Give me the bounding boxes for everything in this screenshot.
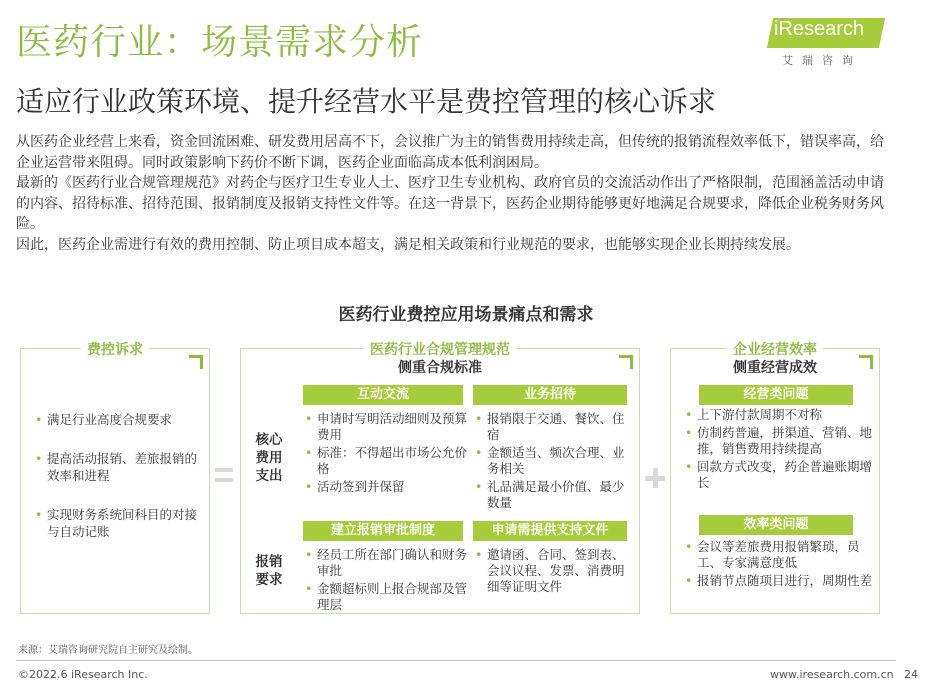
list-item: • 邀请函、合同、签到表、会议议程、发票、消费明细等证明文件 bbox=[471, 547, 627, 595]
list-item: • 报销节点随项目进行，周期性差 bbox=[681, 573, 875, 589]
intro-paragraph: 最新的《医药行业合规管理规范》对药企与医疗卫生专业人士、医疗卫生专业机构、政府官员的交流活动作出了严格限制，范围涵盖活动申请的内容、招待标准、招待范围、报销制度及报销支持性文件等。在这一背景下，医药企业期待能够更好地满足合规要求，降低企业税务财务风险。 bbox=[16, 175, 884, 233]
list-item: • 会议等差旅费用报销繁琐，员工、专家满意度低 bbox=[681, 539, 875, 571]
cost-demand-title: 费控诉求 bbox=[81, 339, 149, 359]
list-item: • 上下游付款周期不对称 bbox=[681, 407, 875, 423]
intro-paragraph: 从医药企业经营上来看，资金回流困难、研发费用居高不下，会议推广为主的销售费用持续走高，但传统的报销流程效率低下，错误率高，给企业运营带来阻碍。同时政策影响下药价不断下调，医药企业面临高成本低利润困局。 bbox=[16, 134, 884, 171]
operation-list bbox=[681, 407, 875, 493]
list-item: • 标准：不得超出市场公允价格 bbox=[301, 445, 467, 477]
core-expense-label: 核心费用支出 bbox=[255, 432, 283, 484]
docs-list bbox=[471, 547, 627, 597]
intro-text bbox=[16, 132, 896, 256]
equals-icon bbox=[215, 468, 233, 486]
compliance-panel bbox=[240, 342, 640, 614]
list-item: • 报销限于交通、餐饮、住宿 bbox=[471, 411, 627, 443]
list-item: • 礼品满足最小价值、最少数量 bbox=[471, 479, 627, 511]
compliance-subtitle: 侧重合规标准 bbox=[398, 360, 482, 376]
list-item: • 申请时写明活动细则及预算费用 bbox=[301, 411, 467, 443]
efficiency-subtitle: 侧重经营成效 bbox=[733, 360, 817, 376]
list-item: • 提高活动报销、差旅报销的效率和进程 bbox=[31, 450, 209, 484]
source-note: 来源：艾瑞咨询研究院自主研究及绘制。 bbox=[18, 645, 198, 656]
list-item: • 回款方式改变，药企普遍账期增长 bbox=[681, 459, 875, 491]
plus-icon bbox=[645, 468, 665, 488]
footer-divider bbox=[16, 660, 896, 661]
efficiency-panel bbox=[670, 342, 880, 614]
list-item: • 实现财务系统间科目的对接与自动记账 bbox=[31, 506, 209, 540]
tag-support-docs: 申请需提供支持文件 bbox=[473, 521, 627, 541]
compliance-title: 医药行业合规管理规范 bbox=[364, 339, 516, 359]
tag-efficiency-issues: 效率类问题 bbox=[699, 515, 853, 535]
tag-approval-system: 建立报销审批制度 bbox=[303, 521, 463, 541]
hospitality-list bbox=[471, 411, 627, 513]
approval-list bbox=[301, 547, 467, 615]
intro-paragraph: 因此，医药企业需进行有效的费用控制、防止项目成本超支，满足相关政策和行业规范的要求，也能够实现企业长期持续发展。 bbox=[16, 236, 800, 253]
page-title: 医药行业：场景需求分析 bbox=[16, 22, 424, 63]
logo-brand: iResearch bbox=[774, 18, 865, 40]
list-item: • 金额超标则上报合规部及管理层 bbox=[301, 581, 467, 613]
tag-operation-issues: 经营类问题 bbox=[699, 385, 853, 405]
interaction-list bbox=[301, 411, 467, 497]
efficiency-title: 企业经营效率 bbox=[727, 339, 823, 359]
page-number: 24 bbox=[904, 668, 918, 681]
corner-bracket-icon bbox=[189, 355, 203, 369]
list-item: • 经员工所在部门确认和财务审批 bbox=[301, 547, 467, 579]
list-item: • 活动签到并保留 bbox=[301, 479, 467, 495]
list-item: • 金额适当、频次合理、业务相关 bbox=[471, 445, 627, 477]
page-subtitle: 适应行业政策环境、提升经营水平是费控管理的核心诉求 bbox=[16, 85, 717, 118]
tag-hospitality: 业务招待 bbox=[473, 385, 627, 405]
logo-subtitle: 艾瑞咨询 bbox=[782, 54, 862, 67]
copyright: ©2022.6 iResearch Inc. bbox=[18, 668, 148, 681]
website-link[interactable]: www.iresearch.com.cn bbox=[770, 668, 894, 681]
efficiency-list bbox=[681, 539, 875, 591]
tag-interaction: 互动交流 bbox=[303, 385, 463, 405]
list-item: • 仿制药普遍，拼渠道、营销、地推，销售费用持续提高 bbox=[681, 425, 875, 457]
iresearch-logo bbox=[760, 14, 890, 70]
cost-demand-panel bbox=[20, 342, 210, 614]
diagram-title: 医药行业费控应用场景痛点和需求 bbox=[338, 305, 594, 325]
list-item: • 满足行业高度合规要求 bbox=[31, 411, 209, 428]
reimburse-req-label: 报销要求 bbox=[255, 554, 283, 588]
